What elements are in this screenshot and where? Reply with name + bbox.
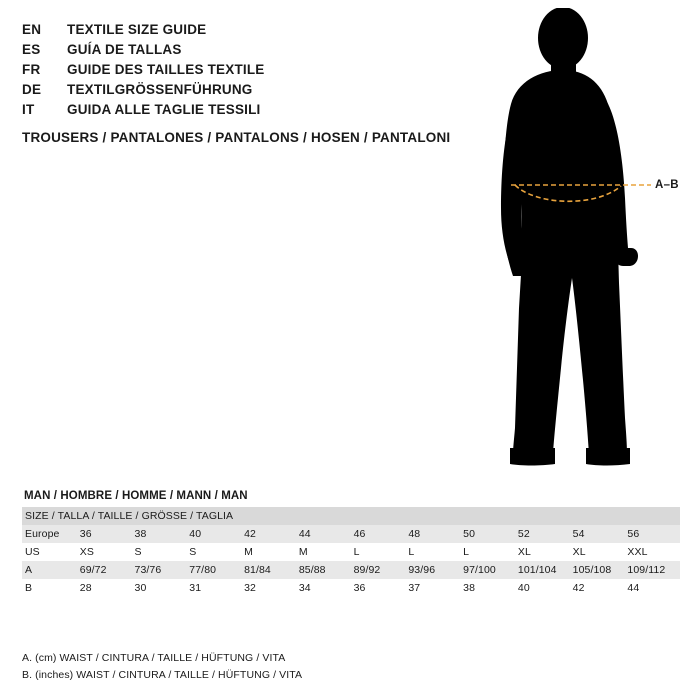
language-title: TEXTILGRÖSSENFÜHRUNG xyxy=(67,82,253,97)
cell: L xyxy=(405,543,460,561)
row-label: A xyxy=(22,561,77,579)
cell: 52 xyxy=(515,525,570,543)
cell: 50 xyxy=(460,525,515,543)
cell: 44 xyxy=(624,579,680,597)
cell: L xyxy=(351,543,406,561)
table-header-label: SIZE / TALLA / TAILLE / GRÖSSE / TAGLIA xyxy=(22,507,680,525)
cell: 89/92 xyxy=(351,561,406,579)
cell: 44 xyxy=(296,525,351,543)
cell: 48 xyxy=(405,525,460,543)
cell: 28 xyxy=(77,579,132,597)
language-row-es xyxy=(22,42,472,62)
row-label: US xyxy=(22,543,77,561)
language-row-fr xyxy=(22,62,472,82)
cell: 32 xyxy=(241,579,296,597)
table-row xyxy=(22,543,680,561)
language-title: GUIDA ALLE TAGLIE TESSILI xyxy=(67,102,261,117)
cell: M xyxy=(296,543,351,561)
cell: 85/88 xyxy=(296,561,351,579)
table-group-title: MAN / HOMBRE / HOMME / MANN / MAN xyxy=(24,490,248,502)
size-table xyxy=(22,507,680,597)
cell: 93/96 xyxy=(405,561,460,579)
cell: XXL xyxy=(624,543,680,561)
cell: S xyxy=(186,543,241,561)
cell: L xyxy=(460,543,515,561)
table-row xyxy=(22,525,680,543)
cell: 30 xyxy=(132,579,187,597)
cell: 69/72 xyxy=(77,561,132,579)
cell: 109/112 xyxy=(624,561,680,579)
language-title: GUÍA DE TALLAS xyxy=(67,42,182,57)
language-code: FR xyxy=(22,62,41,77)
cell: 38 xyxy=(460,579,515,597)
cell: 40 xyxy=(515,579,570,597)
footnote-a: A. (cm) WAIST / CINTURA / TAILLE / HÜFTUNG / VITA xyxy=(22,652,286,664)
language-code: ES xyxy=(22,42,41,57)
language-row-en xyxy=(22,22,472,42)
language-title: GUIDE DES TAILLES TEXTILE xyxy=(67,62,265,77)
size-table-section xyxy=(22,490,680,597)
table-row xyxy=(22,579,680,597)
language-code: EN xyxy=(22,22,42,37)
cell: 34 xyxy=(296,579,351,597)
footnotes xyxy=(22,650,302,684)
cell: 40 xyxy=(186,525,241,543)
language-row-de xyxy=(22,82,472,102)
cell: 36 xyxy=(77,525,132,543)
cell: 42 xyxy=(241,525,296,543)
cell: 36 xyxy=(351,579,406,597)
language-row-it xyxy=(22,102,472,122)
cell: 56 xyxy=(624,525,680,543)
measure-label-ab: A–B xyxy=(655,179,679,191)
cell: 101/104 xyxy=(515,561,570,579)
cell: S xyxy=(132,543,187,561)
language-code: IT xyxy=(22,102,35,117)
cell: 54 xyxy=(570,525,625,543)
table-header-row xyxy=(22,507,680,525)
cell: 77/80 xyxy=(186,561,241,579)
cell: 37 xyxy=(405,579,460,597)
cell: 81/84 xyxy=(241,561,296,579)
language-list xyxy=(22,22,472,122)
language-code: DE xyxy=(22,82,42,97)
row-label: B xyxy=(22,579,77,597)
cell: 46 xyxy=(351,525,406,543)
cell: 38 xyxy=(132,525,187,543)
silhouette-shape xyxy=(501,8,638,466)
table-row xyxy=(22,561,680,579)
garment-subtitle: TROUSERS / PANTALONES / PANTALONS / HOSEN / PANTALONI xyxy=(22,130,451,145)
cell: XL xyxy=(570,543,625,561)
footnote-b: B. (inches) WAIST / CINTURA / TAILLE / HÜFTUNG / VITA xyxy=(22,669,303,681)
figure-male-silhouette xyxy=(455,8,690,478)
cell: 31 xyxy=(186,579,241,597)
cell: 105/108 xyxy=(570,561,625,579)
cell: 42 xyxy=(570,579,625,597)
cell: 73/76 xyxy=(132,561,187,579)
cell: XS xyxy=(77,543,132,561)
cell: 97/100 xyxy=(460,561,515,579)
language-title: TEXTILE SIZE GUIDE xyxy=(67,22,207,37)
cell: XL xyxy=(515,543,570,561)
cell: M xyxy=(241,543,296,561)
row-label: Europe xyxy=(22,525,77,543)
